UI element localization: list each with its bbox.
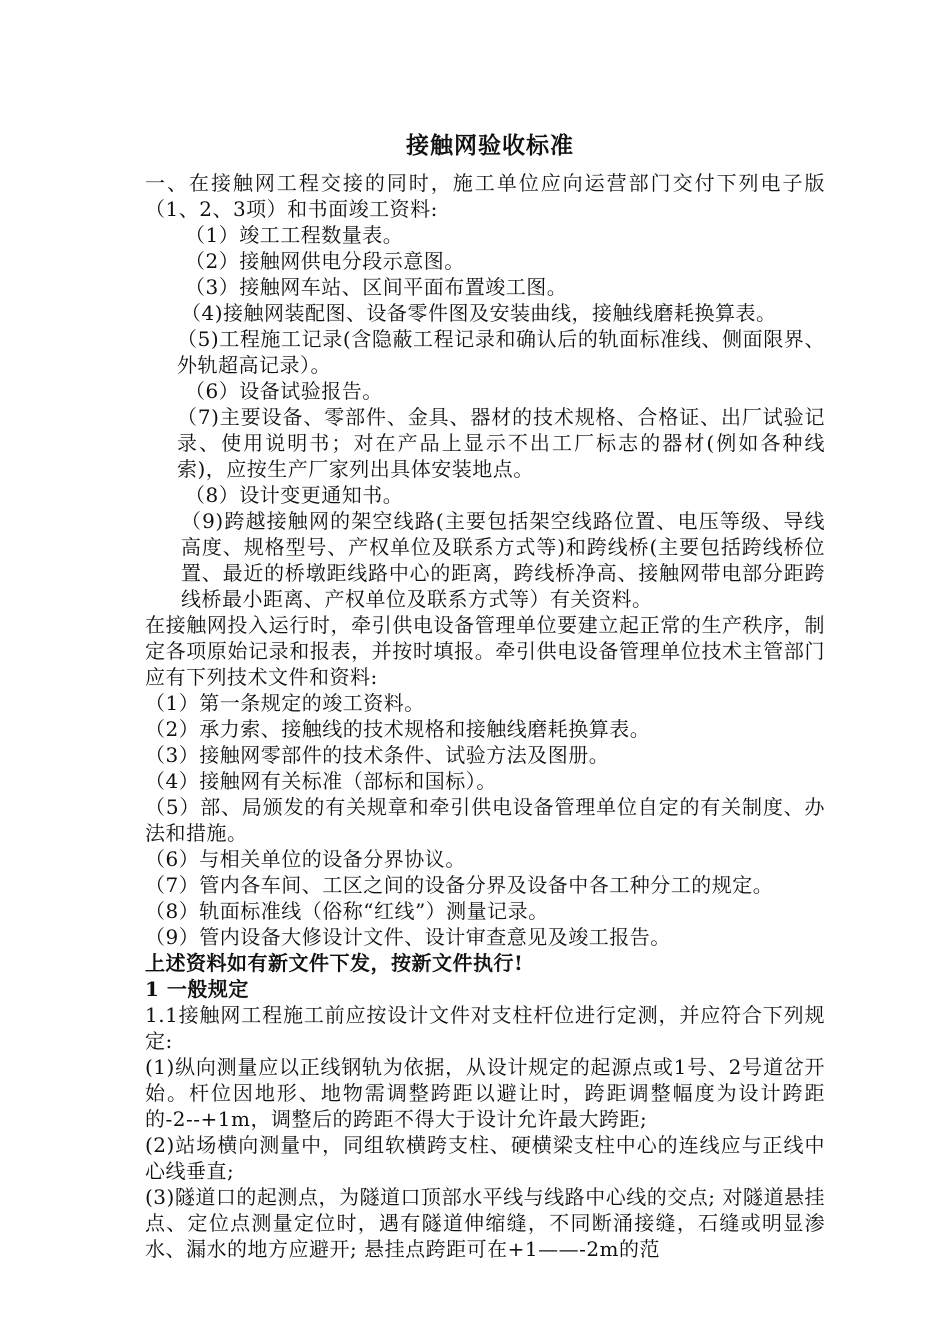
paragraph: （8）轨面标准线（俗称“红线”）测量记录。 <box>145 899 549 923</box>
paragraph: （7）管内各车间、工区之间的设备分界及设备中各工种分工的规定。 <box>145 873 774 897</box>
paragraph: （3）接触网车站、区间平面布置竣工图。 <box>185 275 568 299</box>
paragraph: （6）与相关单位的设备分界协议。 <box>145 847 466 871</box>
paragraph: （7)主要设备、零部件、金具、器材的技术规格、合格证、出厂试验记录、使用说明书；对在产品上显示不出工厂标志的器材(例如各种线索)，应按生产厂家列出具体安装地点。 <box>177 405 825 481</box>
paragraph: （5）部、局颁发的有关规章和牵引供电设备管理单位自定的有关制度、办法和措施。 <box>145 795 825 845</box>
paragraph: 在接触网投入运行时，牵引供电设备管理单位要建立起正常的生产秩序，制定各项原始记录和报表，并按时填报。牵引供电设备管理单位技术主管部门应有下列技术文件和资料: <box>145 613 825 689</box>
paragraph: （1）竣工工程数量表。 <box>185 223 404 247</box>
paragraph: （2）接触网供电分段示意图。 <box>185 249 465 273</box>
document-page <box>145 130 825 1262</box>
paragraph: （9)跨越接触网的架空线路(主要包括架空线路位置、电压等级、导线高度、规格型号、产权单位及联系方式等)和跨线桥(主要包括跨线桥位置、最近的桥墩距线路中心的距离，跨线桥净高、接触网带电部分距跨线桥最小距离、产权单位及联系方式等）有关资料。 <box>181 509 825 611</box>
paragraph: （3）接触网零部件的技术条件、试验方法及图册。 <box>145 743 610 767</box>
paragraph: （2）承力索、接触线的技术规格和接触线磨耗换算表。 <box>145 717 651 741</box>
paragraph: （1）第一条规定的竣工资料。 <box>145 691 425 715</box>
paragraph: 1.1接触网工程施工前应按设计文件对支柱杆位进行定测，并应符合下列规定: <box>145 1003 825 1053</box>
paragraph: （8）设计变更通知书。 <box>185 483 404 507</box>
paragraph: （9）管内设备大修设计文件、设计审查意见及竣工报告。 <box>145 925 671 949</box>
bold-paragraph: 上述资料如有新文件下发，按新文件执行! <box>145 951 524 975</box>
paragraph: (1)纵向测量应以正线钢轨为依据，从设计规定的起源点或1号、2号道岔开始。杆位因地形、地物需调整跨距以避让时，跨距调整幅度为设计跨距的-2--+1m，调整后的跨距不得大于设计允许最大跨距; <box>145 1055 825 1131</box>
bold-paragraph: 1 一般规定 <box>145 977 249 1001</box>
document-body <box>145 170 825 1262</box>
paragraph: （6）设备试验报告。 <box>185 379 383 403</box>
paragraph: （4)接触网装配图、设备零件图及安装曲线，接触线磨耗换算表。 <box>181 301 777 325</box>
paragraph: （5)工程施工记录(含隐蔽工程记录和确认后的轨面标准线、侧面限界、外轨超高记录）。 <box>177 327 825 377</box>
paragraph: (3)隧道口的起测点，为隧道口顶部水平线与线路中心线的交点; 对隧道悬挂点、定位点测量定位时，遇有隧道伸缩缝，不同断涌接缝，石缝或明显渗水、漏水的地方应避开; 悬挂点跨距可在+1——-2m的范 <box>145 1185 825 1261</box>
document-title: 接触网验收标准 <box>406 132 574 159</box>
paragraph: 一、在接触网工程交接的同时，施工单位应向运营部门交付下列电子版（1、2、3项）和书面竣工资料: <box>145 171 825 221</box>
paragraph: (2)站场横向测量中，同组软横跨支柱、硬横梁支柱中心的连线应与正线中心线垂直; <box>145 1133 825 1183</box>
paragraph: （4）接触网有关标准（部标和国标）。 <box>145 769 497 793</box>
